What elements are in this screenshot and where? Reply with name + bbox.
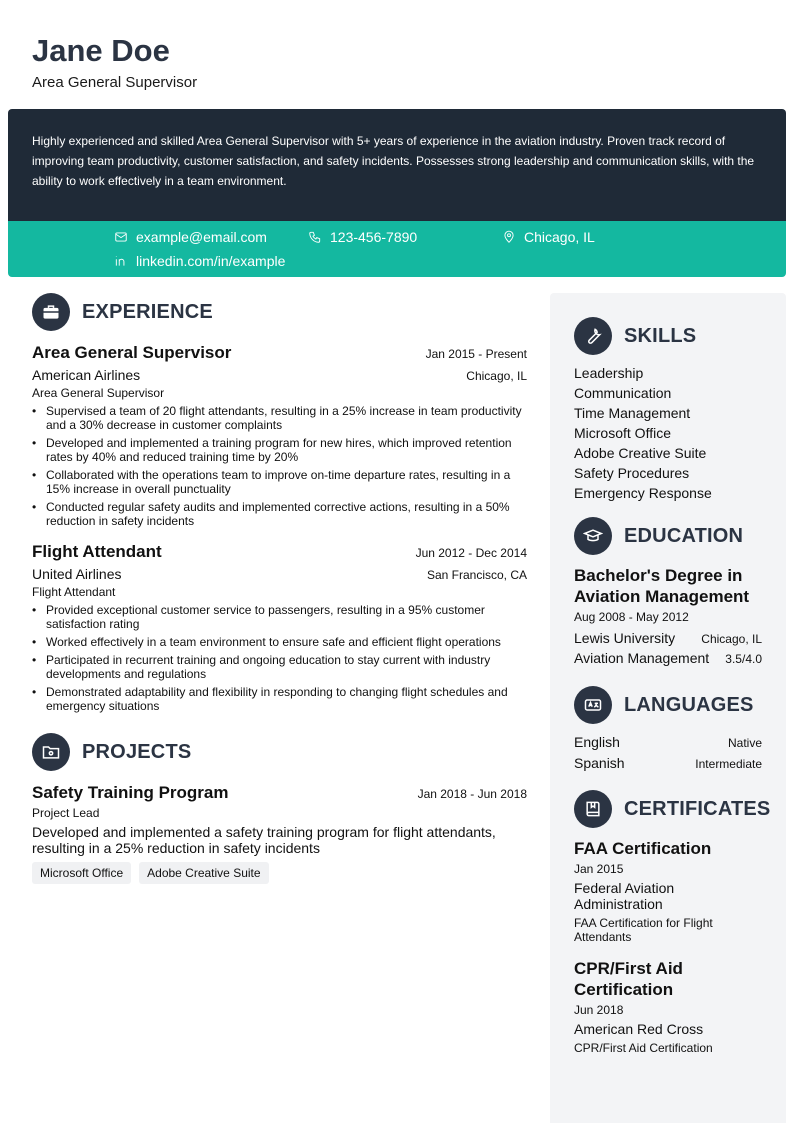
job-location: Chicago, IL [466, 369, 527, 383]
skill-item: Time Management [574, 405, 691, 421]
phone-text: 123-456-7890 [330, 229, 418, 245]
languages-list [574, 732, 762, 774]
phone-icon [308, 230, 322, 244]
summary-box [8, 109, 786, 221]
company-name: American Airlines [32, 367, 141, 383]
summary-text: Highly experienced and skilled Area General Supervisor with 5+ years of experience in the aviation industry. Proven track record of improving team productivity, customer satisfaction, and safety incidents. Possesses strong leadership and communication skills, with the ability to work effectively in a team environment. [32, 134, 755, 188]
skill-item: Communication [574, 385, 672, 401]
contact-email[interactable] [114, 229, 267, 245]
job-bullet: • Demonstrated adaptability and flexibility in responding to changing flight schedules and emergency situations [32, 685, 527, 713]
certificate-name: CPR/First Aid Certification [574, 959, 683, 999]
email-text: example@email.com [136, 229, 267, 245]
contact-linkedin[interactable] [114, 253, 285, 269]
project-tag: Microsoft Office [32, 862, 131, 884]
certificates-header [574, 790, 771, 828]
job-bullet: • Participated in recurrent training and ongoing education to stay current with industry developments and regulations [32, 653, 527, 681]
language-item [574, 732, 762, 753]
translate-icon [583, 695, 603, 715]
language-level: Native [727, 736, 762, 750]
skill-item: Safety Procedures [574, 465, 690, 481]
experience-item [32, 343, 527, 528]
contact-location [502, 229, 595, 245]
certificate-issuer: Federal Aviation Administration [574, 880, 675, 912]
sidebar [550, 293, 786, 1123]
project-title: Safety Training Program [32, 783, 229, 802]
field-of-study: Aviation Management [574, 650, 710, 666]
language-name: Spanish [574, 755, 625, 771]
education-item [574, 565, 762, 668]
job-bullets [32, 603, 527, 713]
degree: Bachelor's Degree in Aviation Management [574, 566, 750, 606]
location-pin-icon [502, 230, 516, 244]
project-tag: Adobe Creative Suite [139, 862, 268, 884]
languages-header [574, 686, 762, 724]
language-item [574, 753, 762, 774]
wrench-icon [583, 326, 603, 346]
job-role: Area General Supervisor [32, 386, 165, 400]
skill-item: Leadership [574, 365, 644, 381]
school-location: Chicago, IL [701, 632, 762, 646]
resume-header [32, 32, 197, 91]
certificate-date: Jan 2015 [574, 862, 624, 876]
education-header [574, 517, 762, 555]
skill-item: Emergency Response [574, 485, 712, 501]
certificate-item [574, 958, 762, 1055]
certificate-item [574, 838, 762, 944]
person-title: Area General Supervisor [32, 74, 198, 91]
graduation-cap-icon [583, 526, 603, 546]
project-item [32, 783, 527, 884]
certificate-date: Jun 2018 [574, 1003, 624, 1017]
contact-phone[interactable] [308, 229, 417, 245]
school-name: Lewis University [574, 630, 676, 646]
job-bullet: • Developed and implemented a training program for new hires, which improved retention rates by 40% and reduced training time by 20% [32, 436, 527, 464]
folder-icon [41, 742, 61, 762]
certificate-issuer: American Red Cross [574, 1021, 704, 1037]
job-bullet: • Supervised a team of 20 flight attendants, resulting in a 25% increase in team productivity and a 30% decrease in customer complaints [32, 404, 527, 432]
job-bullet: • Conducted regular safety audits and implemented corrective actions, resulting in a 50% reduction in safety incidents [32, 500, 527, 528]
briefcase-icon [41, 302, 61, 322]
projects-title: PROJECTS [82, 740, 192, 763]
job-role: Flight Attendant [32, 585, 116, 599]
mail-icon [114, 230, 128, 244]
job-dates: Jan 2015 - Present [425, 347, 527, 361]
job-bullet: • Provided exceptional customer service to passengers, resulting in a 95% customer satisfaction rating [32, 603, 527, 631]
certificate-name: FAA Certification [574, 839, 712, 858]
job-title: Flight Attendant [32, 542, 162, 561]
job-bullets [32, 404, 527, 528]
skill-item: Microsoft Office [574, 425, 671, 441]
certificate-description: FAA Certification for Flight Attendants [574, 916, 713, 944]
main-column [32, 293, 527, 884]
location-text: Chicago, IL [524, 229, 595, 245]
company-name: United Airlines [32, 566, 122, 582]
linkedin-text: linkedin.com/in/example [136, 253, 286, 269]
certificate-description: CPR/First Aid Certification [574, 1041, 713, 1055]
job-title: Area General Supervisor [32, 343, 232, 362]
linkedin-icon [114, 254, 128, 268]
book-icon [583, 799, 603, 819]
certificates-title: CERTIFICATES [624, 797, 771, 820]
experience-header [32, 293, 527, 331]
experience-title: EXPERIENCE [82, 300, 213, 323]
language-name: English [574, 734, 620, 750]
job-bullet: • Worked effectively in a team environment to ensure safe and efficient flight operations [32, 635, 527, 649]
skill-item: Adobe Creative Suite [574, 445, 707, 461]
job-location: San Francisco, CA [426, 568, 527, 582]
gpa: 3.5/4.0 [725, 652, 762, 666]
languages-title: LANGUAGES [624, 693, 754, 716]
skills-list [574, 363, 762, 503]
skills-header [574, 317, 762, 355]
job-dates: Jun 2012 - Dec 2014 [415, 546, 527, 560]
contact-bar [8, 221, 786, 277]
language-level: Intermediate [695, 757, 762, 771]
job-bullet: • Collaborated with the operations team to improve on-time departure rates, resulting in a 15% increase in overall punctuality [32, 468, 527, 496]
education-title: EDUCATION [624, 524, 744, 547]
skills-title: SKILLS [624, 324, 697, 347]
project-description: Developed and implemented a safety training program for flight attendants, resulting in a 25% reduction in safety incidents [32, 824, 496, 856]
project-dates: Jan 2018 - Jun 2018 [417, 787, 527, 801]
projects-header [32, 733, 527, 771]
education-dates: Aug 2008 - May 2012 [574, 610, 689, 624]
experience-item [32, 542, 527, 713]
project-tags [32, 862, 527, 884]
project-role: Project Lead [32, 806, 100, 820]
person-name: Jane Doe [32, 33, 170, 68]
